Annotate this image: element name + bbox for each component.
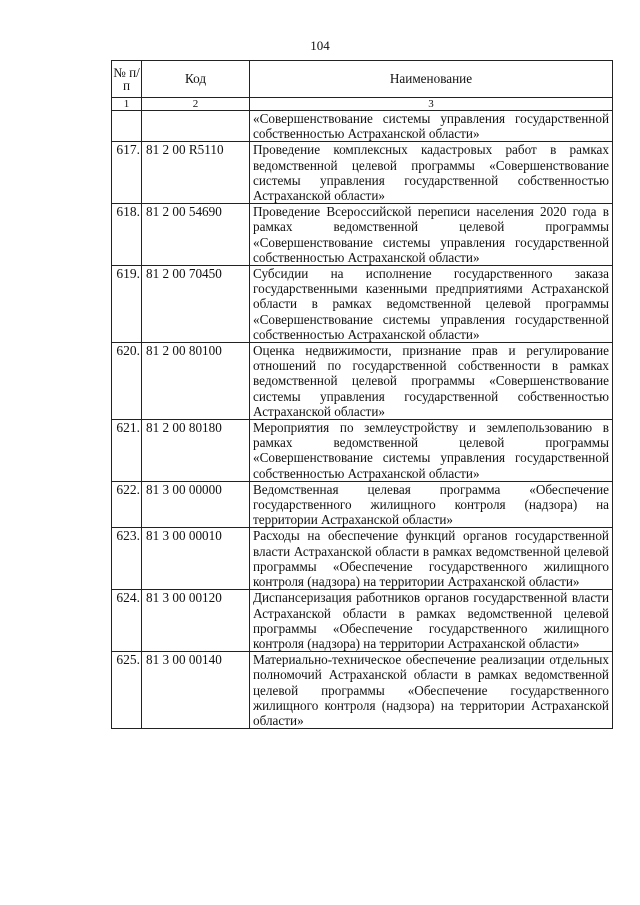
row-code: 81 2 00 80180 xyxy=(142,420,250,482)
row-num: 624. xyxy=(112,590,142,652)
header-num: № п/п xyxy=(112,61,142,98)
row-num: 619. xyxy=(112,266,142,343)
row-num: 618. xyxy=(112,204,142,266)
row-code: 81 2 00 70450 xyxy=(142,266,250,343)
table-row xyxy=(112,266,613,343)
row-name: Мероприятия по землеустройству и землепользованию в рамках ведомственной целевой программы «Совершенствование системы управления государственной собственностью Астраханской области» xyxy=(250,420,613,482)
row-name: Проведение комплексных кадастровых работ в рамках ведомственной целевой программы «Совершенствование системы управления государственной собственностью Астраханской области» xyxy=(250,142,613,204)
row-code: 81 3 00 00120 xyxy=(142,590,250,652)
row-num: 620. xyxy=(112,343,142,420)
table-row xyxy=(112,204,613,266)
column-index: 2 xyxy=(142,98,250,111)
row-name: Ведомственная целевая программа «Обеспечение государственного жилищного контроля (надзора) на территории Астраханской области» xyxy=(250,481,613,528)
row-num xyxy=(112,111,142,142)
table-row xyxy=(112,481,613,528)
row-code: 81 3 00 00010 xyxy=(142,528,250,590)
row-num: 622. xyxy=(112,481,142,528)
column-index: 3 xyxy=(250,98,613,111)
header-code: Код xyxy=(142,61,250,98)
row-name: Материально-техническое обеспечение реализации отдельных полномочий Астраханской области в рамках ведомственной целевой программы «Обеспечение государственного жилищного контроля (надзора) на территории Астраханской области» xyxy=(250,652,613,729)
table-row xyxy=(112,652,613,729)
table-row xyxy=(112,343,613,420)
row-num: 623. xyxy=(112,528,142,590)
row-code: 81 2 00 54690 xyxy=(142,204,250,266)
row-num: 621. xyxy=(112,420,142,482)
table-row xyxy=(112,590,613,652)
row-name: Расходы на обеспечение функций органов государственной власти Астраханской области в рамках ведомственной целевой программы «Обеспечение государственного жилищного контроля (надзора) на территории Астраханской области» xyxy=(250,528,613,590)
table-row xyxy=(112,528,613,590)
table-row xyxy=(112,142,613,204)
row-code: 81 3 00 00140 xyxy=(142,652,250,729)
row-code xyxy=(142,111,250,142)
row-num: 625. xyxy=(112,652,142,729)
row-name: «Совершенствование системы управления государственной собственностью Астраханской области» xyxy=(250,111,613,142)
row-code: 81 2 00 80100 xyxy=(142,343,250,420)
column-index-row xyxy=(112,98,613,111)
row-code: 81 3 00 00000 xyxy=(142,481,250,528)
table-row-continuation xyxy=(112,111,613,142)
row-num: 617. xyxy=(112,142,142,204)
table-row xyxy=(112,420,613,482)
row-name: Диспансеризация работников органов государственной власти Астраханской области в рамках ведомственной целевой программы «Обеспечение государственного жилищного контроля (надзора) на территории Астраханской области» xyxy=(250,590,613,652)
row-name: Субсидии на исполнение государственного заказа государственными казенными предприятиями Астраханской области в рамках ведомственной целевой программы «Совершенствование системы управления государственной собственностью Астраханской области» xyxy=(250,266,613,343)
column-index: 1 xyxy=(112,98,142,111)
header-name: Наименование xyxy=(250,61,613,98)
row-name: Проведение Всероссийской переписи населения 2020 года в рамках ведомственной целевой программы «Совершенствование системы управления государственной собственностью Астраханской области» xyxy=(250,204,613,266)
budget-codes-table xyxy=(111,60,613,729)
row-name: Оценка недвижимости, признание прав и регулирование отношений по государственной собственности в рамках ведомственной целевой программы «Совершенствование системы управления государственной собственностью Астраханской области» xyxy=(250,343,613,420)
page-number: 104 xyxy=(310,38,330,53)
table-header-row xyxy=(112,61,613,98)
row-code: 81 2 00 R5110 xyxy=(142,142,250,204)
